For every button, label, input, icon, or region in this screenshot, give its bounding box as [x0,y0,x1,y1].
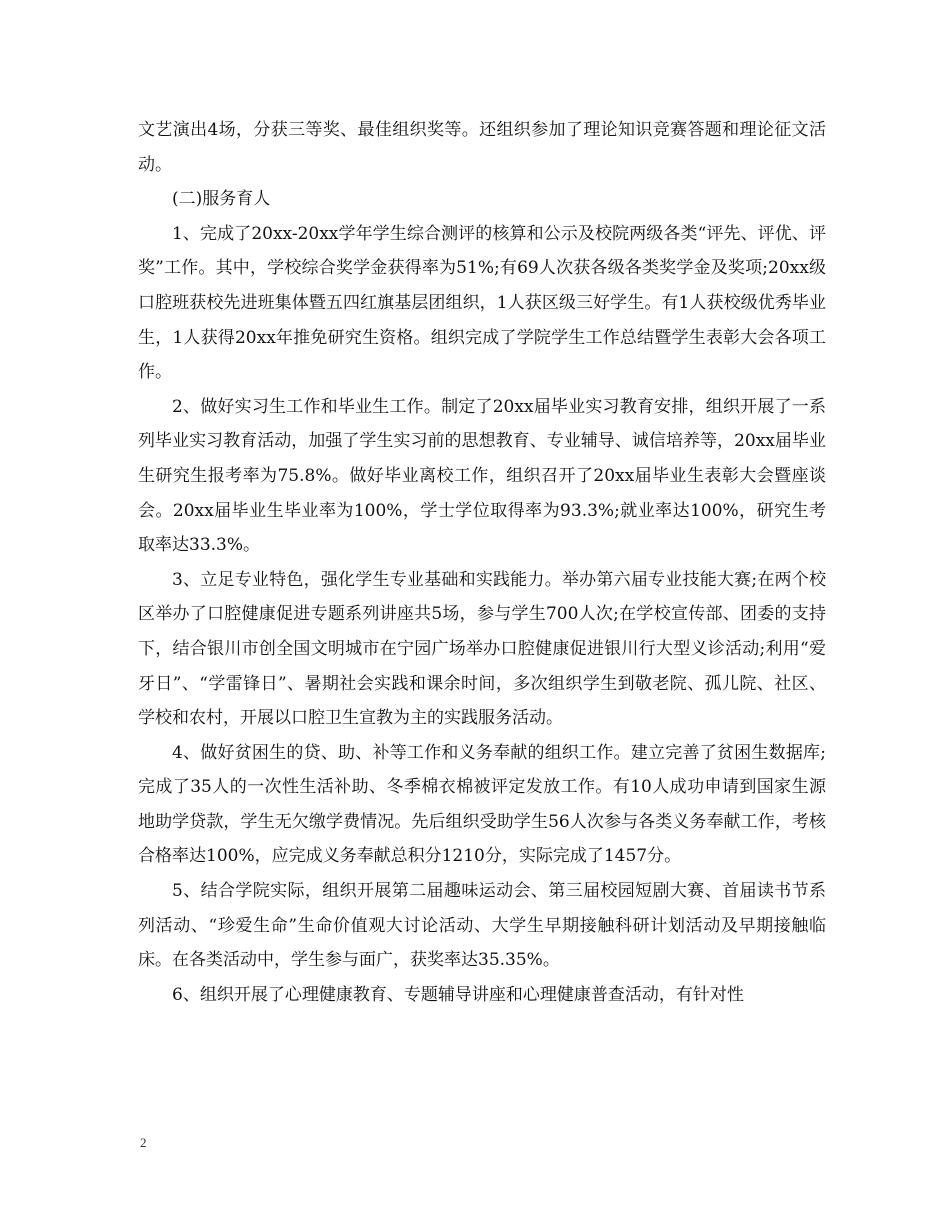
paragraph-item-2: 2、做好实习生工作和毕业生工作。制定了20xx届毕业实习教育安排，组织开展了一系列毕业实习教育活动，加强了学生实习前的思想教育、专业辅导、诚信培养等，20xx届毕业生研究生报考率为75.8%。做好毕业离校工作，组织召开了20xx届毕业生表彰大会暨座谈会。20xx届毕业生毕业率为100%，学士学位取得率为93.3%;就业率达100%，研究生考取率达33.3%。 [138,396,826,556]
page-number: 2 [140,1135,147,1150]
section-heading: (二)服务育人 [172,189,271,210]
paragraph-item-3: 3、立足专业特色，强化学生专业基础和实践能力。举办第六届专业技能大赛;在两个校区举办了口腔健康促进专题系列讲座共5场，参与学生700人次;在学校宣传部、团委的支持下，结合银川市创全国文明城市在宁园广场举办口腔健康促进银川行大型义诊活动;利用“爱牙日”、“学雷锋日”、暑期社会实践和课余时间，多次组织学生到敬老院、孤儿院、社区、学校和农村，开展以口腔卫生宣教为主的实践服务活动。 [138,569,826,729]
document-body [138,113,826,1012]
paragraph-item-1: 1、完成了20xx-20xx学年学生综合测评的核算和公示及校院两级各类“评先、评优、评奖”工作。其中，学校综合奖学金获得率为51%;有69人次获各级各类奖学金及奖项;20xx级口腔班获校先进班集体暨五四红旗基层团组织，1人获区级三好学生。有1人获校级优秀毕业生，1人获得20xx年推免研究生资格。组织完成了学院学生工作总结暨学生表彰大会各项工作。 [138,223,826,383]
paragraph-continuation: 文艺演出4场，分获三等奖、最佳组织奖等。还组织参加了理论知识竞赛答题和理论征文活动。 [138,120,826,175]
paragraph-item-6: 6、组织开展了心理健康教育、专题辅导讲座和心理健康普查活动，有针对性 [172,984,744,1005]
paragraph-item-4: 4、做好贫困生的贷、助、补等工作和义务奉献的组织工作。建立完善了贫困生数据库;完成了35人的一次性生活补助、冬季棉衣棉被评定发放工作。有10人成功申请到国家生源地助学贷款，学生无欠缴学费情况。先后组织受助学生56人次参与各类义务奉献工作，考核合格率达100%，应完成义务奉献总积分1210分，实际完成了1457分。 [138,742,826,867]
paragraph-item-5: 5、结合学院实际，组织开展第二届趣味运动会、第三届校园短剧大赛、首届读书节系列活动、“珍爱生命”生命价值观大讨论活动、大学生早期接触科研计划活动及早期接触临床。在各类活动中，学生参与面广，获奖率达35.35%。 [138,881,826,971]
